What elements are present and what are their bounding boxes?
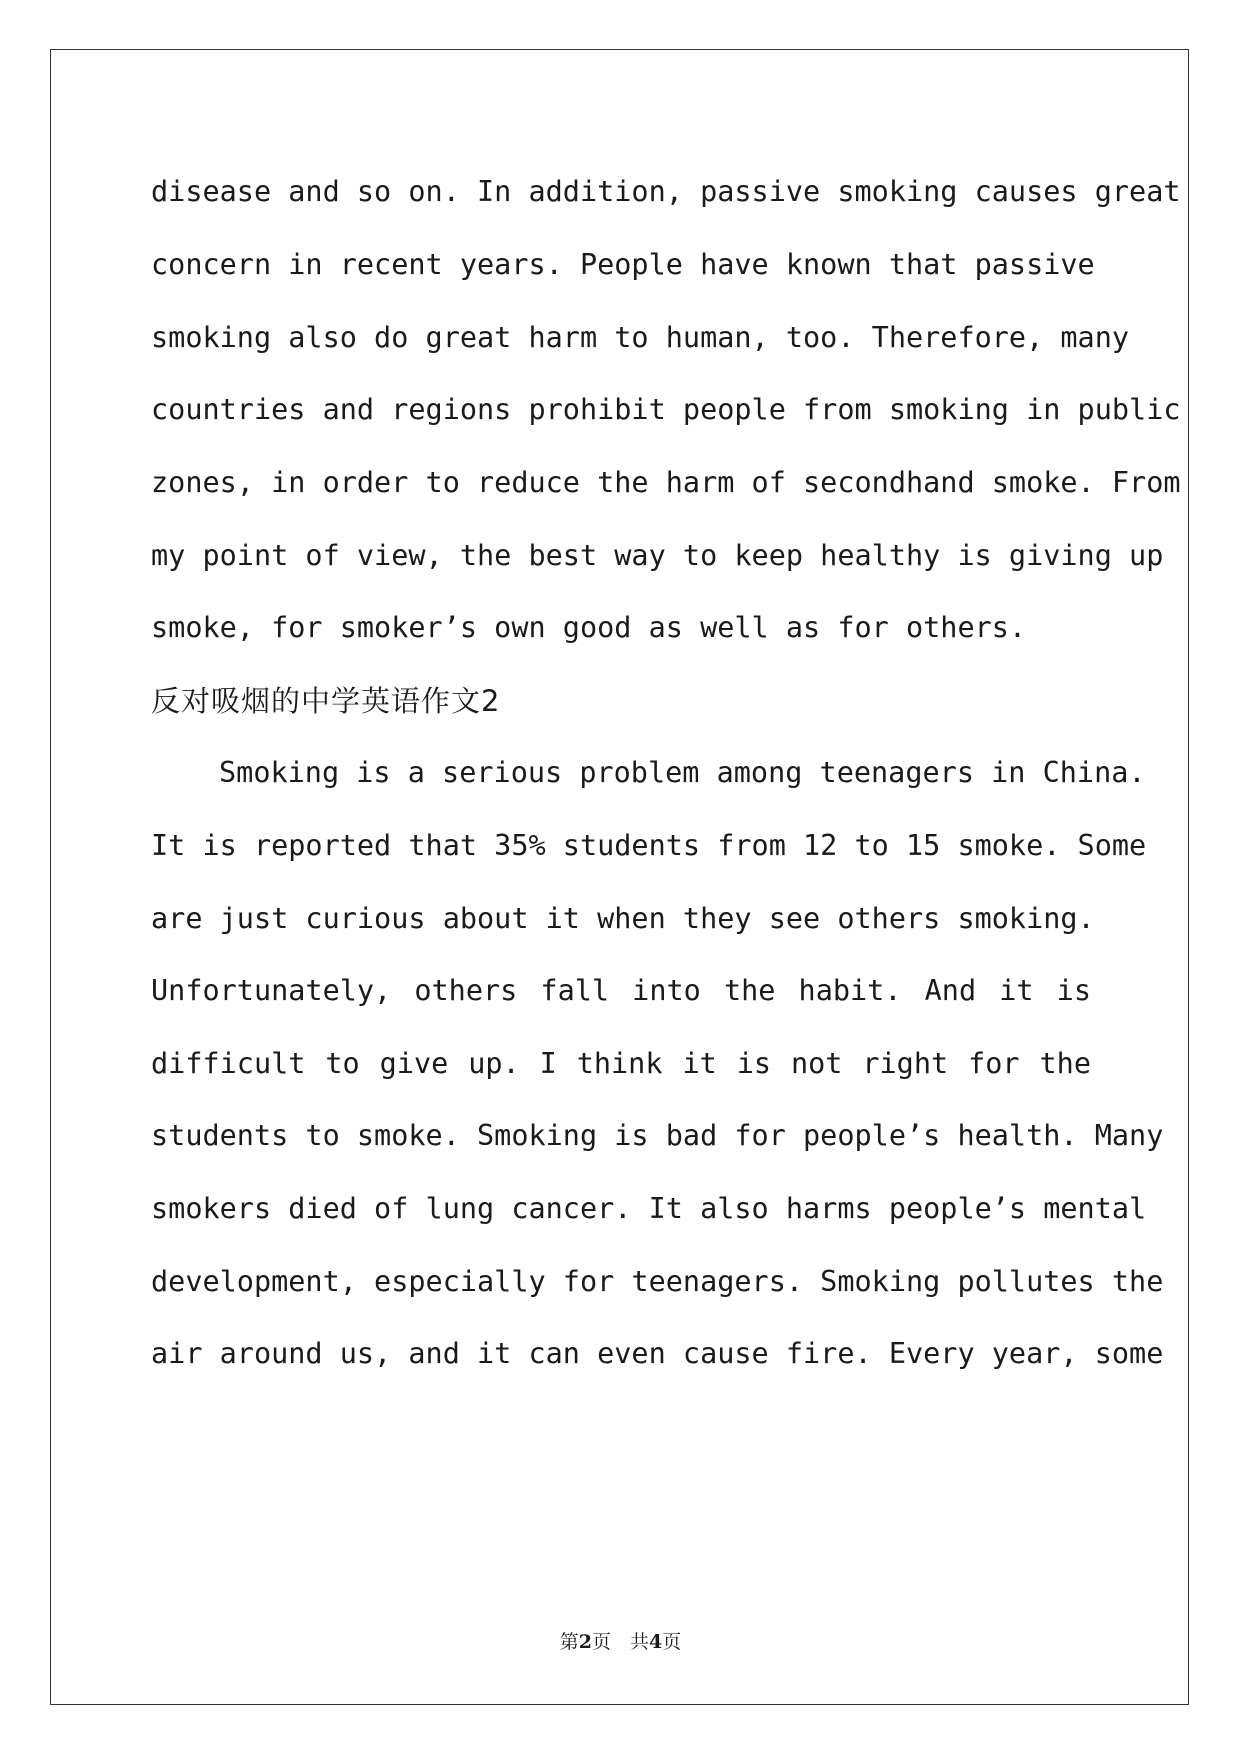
text-line: disease and so on. In addition, passive smoking causes great xyxy=(151,175,1181,208)
text-line: countries and regions prohibit people from smoking in public xyxy=(151,393,1181,426)
text-line: Unfortunately, others fall into the habit. And it is xyxy=(151,974,1091,1007)
text-line: It is reported that 35% students from 12 to 15 smoke. Some xyxy=(151,829,1147,862)
current-page-number: 2 xyxy=(578,1631,592,1653)
text-line: smoking also do great harm to human, too. Therefore, many xyxy=(151,321,1130,354)
text-line: my point of view, the best way to keep healthy is giving up xyxy=(151,539,1164,572)
section-heading: 反对吸烟的中学英语作文2 xyxy=(151,684,501,718)
text-line: smokers died of lung cancer. It also harms people’s mental xyxy=(151,1192,1147,1225)
footer-middle: 页 共 xyxy=(591,1631,649,1653)
text-line: development, especially for teenagers. Smoking pollutes the xyxy=(151,1265,1164,1298)
text-line: air around us, and it can even cause fire. Every year, some xyxy=(151,1337,1164,1370)
page-border xyxy=(50,49,1189,1705)
text-line: concern in recent years. People have known that passive xyxy=(151,248,1095,281)
text-line: are just curious about it when they see others smoking. xyxy=(151,902,1095,935)
text-line: Smoking is a serious problem among teenagers in China. xyxy=(219,756,1146,789)
text-line: smoke, for smoker’s own good as well as for others. xyxy=(151,611,1027,644)
text-line: zones, in order to reduce the harm of secondhand smoke. From xyxy=(151,466,1181,499)
page-footer xyxy=(0,1630,1241,1654)
text-line: difficult to give up. I think it is not right for the xyxy=(151,1047,1091,1080)
footer-prefix: 第 xyxy=(559,1631,579,1653)
total-page-number: 4 xyxy=(649,1631,663,1653)
text-line: students to smoke. Smoking is bad for people’s health. Many xyxy=(151,1119,1164,1152)
footer-suffix: 页 xyxy=(662,1631,682,1653)
